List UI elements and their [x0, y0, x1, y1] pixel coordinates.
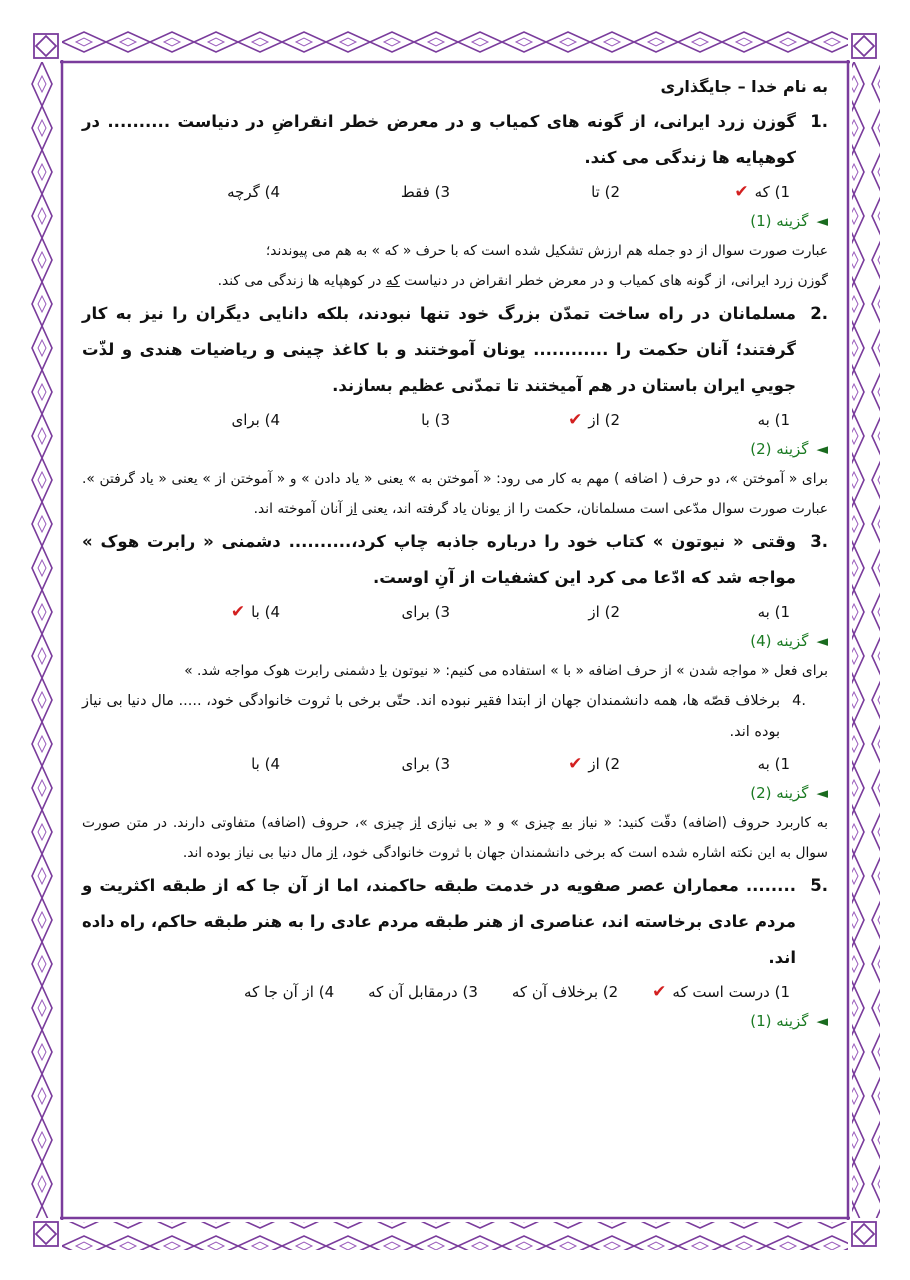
answer-label: ◄گزینه (1) [750, 212, 828, 230]
option-2[interactable]: 2) تا [591, 183, 620, 201]
check-icon: ✔ [568, 754, 583, 774]
option-1[interactable]: 1) که✔ [734, 182, 790, 202]
options-row [82, 406, 790, 434]
option-4[interactable]: 4) گرچه [227, 183, 280, 201]
options-row [82, 178, 790, 206]
option-2[interactable]: 2) از✔ [568, 410, 620, 430]
question-text: وقتی « نیوتون » کتاب خود را درباره جاذبه چاپ کرد،.......... دشمنی « رابرت هوک » مواجه شد که ادّعا می کرد این کشفیات از آنِ اوست. [82, 532, 796, 587]
pointer-icon: ◄ [816, 632, 828, 650]
explanation: عبارت صورت سوال از دو جمله هم ارزش تشکیل شده است که با حرف « که » به هم می پیوندند؛ گوزن زرد ایرانی، از گونه های کمیاب و در معرض خطر انقراض در دنیاست که در کوهپایه ها زندگی می کند. [217, 243, 828, 289]
option-2[interactable]: 2) از [588, 603, 620, 621]
option-1[interactable]: 1) به [757, 411, 790, 429]
question-number: .4 [792, 693, 806, 709]
question-text: مسلمانان در راه ساخت تمدّن بزرگ خود تنها نبودند، بلکه دانایی دیگران را نیز به کار گرفتند؛ آنان حکمت را ............ یونان آموختند و با کاغذ چینی و ریاضیات هندی و لذّت جوییِ ایران باستان در هم آمیختند تا تمدّنی عظیم بسازند. [82, 304, 796, 395]
pointer-icon: ◄ [816, 440, 828, 458]
option-3[interactable]: 3) فقط [400, 183, 450, 201]
page-title: به نام خدا – جایگذاری [660, 77, 828, 96]
answer-label: ◄گزینه (2) [750, 440, 828, 458]
option-1[interactable]: 1) به [757, 755, 790, 773]
option-4[interactable]: 4) برای [231, 411, 280, 429]
check-icon: ✔ [230, 602, 246, 622]
answer-label: ◄گزینه (1) [750, 1012, 828, 1030]
question-3 [82, 524, 828, 596]
question-1 [82, 104, 828, 176]
option-4[interactable]: 4) با✔ [230, 602, 280, 622]
answer-label: ◄گزینه (2) [750, 784, 828, 802]
question-5 [82, 868, 828, 976]
question-number: .1 [810, 112, 828, 131]
check-icon: ✔ [652, 982, 667, 1002]
check-icon: ✔ [734, 182, 749, 202]
option-1[interactable]: 1) به [757, 603, 790, 621]
pointer-icon: ◄ [816, 1012, 828, 1030]
question-4 [82, 686, 828, 748]
option-3[interactable]: 3) برای [401, 755, 450, 773]
option-4[interactable]: 4) از آن جا که [244, 983, 335, 1001]
explanation: برای فعل « مواجه شدن » از حرف اضافه « با » استفاده می کنیم: « نیوتون با دشمنی رابرت هوک مواجه شد. » [184, 663, 828, 679]
question-number: .5 [810, 876, 828, 895]
explanation: به کاربرد حروف (اضافه) دقّت کنید: « نیاز به چیزی » و « بی نیازی از چیزی »، حروف (اضافه) متفاوتی دارند. در متن صورت سوال به این نکته اشاره شده است که برخی دانشمندان جهان با ثروت خانوادگی خود، از مال دنیا بی نیاز بوده اند. [82, 815, 829, 861]
option-2[interactable]: 2) برخلاف آن که [511, 983, 619, 1001]
option-3[interactable]: 3) درمقابل آن که [368, 983, 478, 1001]
question-text: برخلاف قصّه ها، همه دانشمندان جهان از ابتدا فقیر نبوده اند. حتّی برخی با ثروت خانوادگی خود، ..... مال دنیا بی نیاز بوده اند. [82, 693, 780, 740]
check-icon: ✔ [568, 410, 583, 430]
pointer-icon: ◄ [816, 784, 828, 802]
question-text: ........ معماران عصر صفویه در خدمت طبقه حاکمند، اما از آن جا که از طبقه اکثریت و مردم عادی برخاسته اند، عناصری از هنر طبقه مردم عادی را به هنر طبقه حاکم، راه داده اند. [82, 876, 796, 967]
question-2 [82, 296, 828, 404]
question-number: .2 [810, 304, 828, 323]
question-text: گوزن زرد ایرانی، از گونه های کمیاب و در معرض خطر انقراضِ در دنیاست .......... در کوهپایه ها زندگی می کند. [82, 112, 796, 167]
option-2[interactable]: 2) از✔ [568, 754, 620, 774]
option-4[interactable]: 4) با [251, 755, 280, 773]
pointer-icon: ◄ [816, 212, 828, 230]
worksheet-content [82, 74, 828, 1036]
answer-label: ◄گزینه (4) [750, 632, 828, 650]
options-row [82, 978, 790, 1006]
option-1[interactable]: 1) درست است که✔ [652, 982, 790, 1002]
question-number: .3 [810, 532, 828, 551]
explanation: برای « آموختن »، دو حرف ( اضافه ) مهم به کار می رود: « آموختن به » یعنی « یاد دادن » و « آموختن از » یعنی « یاد گرفتن ». عبارت صورت سوال مدّعی است مسلمانان، حکمت را از یونان یاد گرفته اند، یعنی از آنان آموخته اند. [82, 471, 828, 517]
option-3[interactable]: 3) با [421, 411, 450, 429]
options-row [82, 598, 790, 626]
option-3[interactable]: 3) برای [401, 603, 450, 621]
options-row [82, 750, 790, 778]
